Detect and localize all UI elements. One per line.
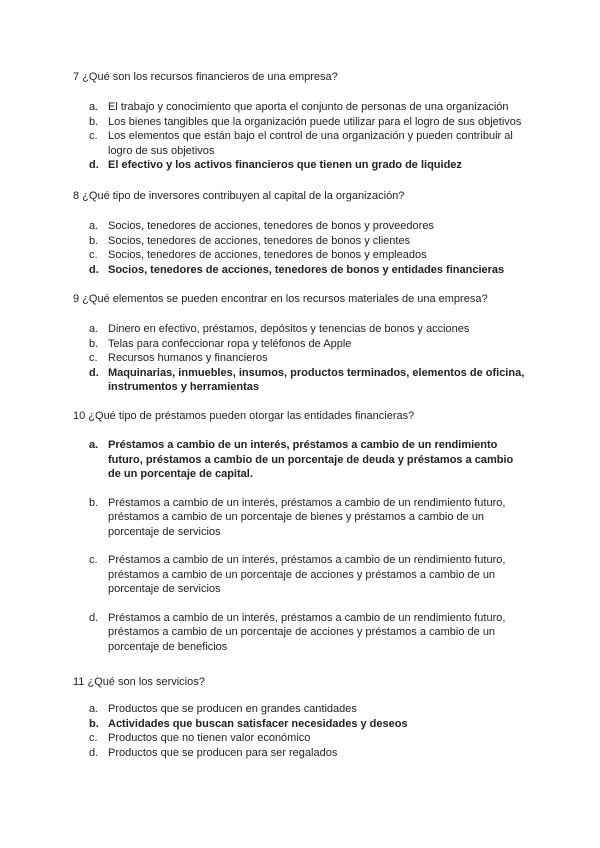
option-text: Préstamos a cambio de un interés, préstamos a cambio de un rendimiento futuro, préstamos a cambio de un porcentaje de bienes y préstamos a cambio de un porcentaje de servicios xyxy=(108,496,506,538)
option-letter: c. xyxy=(89,352,98,364)
option-letter: d. xyxy=(89,611,99,624)
option-letter: a. xyxy=(89,220,99,232)
option-b xyxy=(89,115,529,130)
options-question-11 xyxy=(89,702,529,760)
option-d-correct xyxy=(89,366,529,395)
option-letter: a. xyxy=(89,323,99,335)
option-b xyxy=(89,337,529,352)
option-letter: d. xyxy=(89,159,99,171)
options-question-10 xyxy=(89,438,529,654)
option-text: Recursos humanos y financieros xyxy=(108,352,268,364)
option-letter: a. xyxy=(89,703,99,715)
option-text: Socios, tenedores de acciones, tenedores de bonos y clientes xyxy=(108,234,411,247)
option-text: Socios, tenedores de acciones, tenedores de bonos y proveedores xyxy=(108,220,434,232)
options-question-7 xyxy=(89,100,529,173)
option-a xyxy=(89,219,529,234)
option-text: Actividades que buscan satisfacer necesidades y deseos xyxy=(108,717,408,730)
option-letter: c. xyxy=(89,554,98,566)
option-b-correct xyxy=(89,717,529,732)
option-text: Maquinarias, inmuebles, insumos, productos terminados, elementos de oficina, instrumentos y herramientas xyxy=(108,366,525,393)
option-text: Telas para confeccionar ropa y teléfonos de Apple xyxy=(108,337,352,350)
option-d-correct xyxy=(89,263,529,278)
option-text: Productos que se producen en grandes cantidades xyxy=(108,703,357,715)
option-text: Préstamos a cambio de un interés, préstamos a cambio de un rendimiento futuro, préstamos a cambio de un porcentaje de acciones y préstamos a cambio de un porcentaje de servicios xyxy=(108,554,506,595)
option-letter: b. xyxy=(89,496,99,509)
option-letter: b. xyxy=(89,337,99,350)
option-letter: d. xyxy=(89,366,99,379)
option-a xyxy=(89,702,529,717)
question-10: 10 ¿Qué tipo de préstamos pueden otorgar las entidades financieras? xyxy=(73,410,415,422)
option-letter: a. xyxy=(89,101,99,113)
option-c xyxy=(89,731,529,746)
option-text: El trabajo y conocimiento que aporta el conjunto de personas de una organización xyxy=(108,101,509,113)
option-text: Préstamos a cambio de un interés, préstamos a cambio de un rendimiento futuro, préstamos a cambio de un porcentaje de acciones y préstamos a cambio de un porcentaje de beneficios xyxy=(108,611,506,653)
option-text: Socios, tenedores de acciones, tenedores de bonos y empleados xyxy=(108,249,427,261)
option-text: Los bienes tangibles que la organización puede utilizar para el logro de sus objetivos xyxy=(108,115,522,128)
question-9: 9 ¿Qué elementos se pueden encontrar en los recursos materiales de una empresa? xyxy=(73,293,488,305)
option-text: Socios, tenedores de acciones, tenedores de bonos y entidades financieras xyxy=(108,263,505,276)
option-text: Productos que no tienen valor económico xyxy=(108,732,311,744)
options-question-8 xyxy=(89,219,529,277)
option-d xyxy=(89,746,529,761)
option-c xyxy=(89,129,529,158)
option-letter: b. xyxy=(89,115,99,128)
option-letter: d. xyxy=(89,263,99,276)
option-text: El efectivo y los activos financieros que tienen un grado de liquidez xyxy=(108,159,462,171)
option-letter: c. xyxy=(89,732,98,744)
option-a xyxy=(89,322,529,337)
option-letter: b. xyxy=(89,234,99,247)
option-text: Dinero en efectivo, préstamos, depósitos y tenencias de bonos y acciones xyxy=(108,323,470,335)
option-letter: b. xyxy=(89,717,99,730)
option-letter: c. xyxy=(89,249,98,261)
option-text: Préstamos a cambio de un interés, préstamos a cambio de un rendimiento futuro, préstamos a cambio de un porcentaje de deuda y préstamos a cambio de un porcentaje de capital. xyxy=(108,439,514,480)
option-a xyxy=(89,100,529,115)
option-a-correct xyxy=(89,438,529,482)
options-question-9 xyxy=(89,322,529,395)
option-b xyxy=(89,496,529,540)
option-letter: a. xyxy=(89,439,99,451)
option-d xyxy=(89,611,529,655)
question-11: 11 ¿Qué son los servicios? xyxy=(73,676,205,688)
option-c xyxy=(89,351,529,366)
question-8: 8 ¿Qué tipo de inversores contribuyen al capital de la organización? xyxy=(73,190,405,202)
question-7: 7 ¿Qué son los recursos financieros de una empresa? xyxy=(73,71,338,83)
option-letter: c. xyxy=(89,130,98,142)
option-c xyxy=(89,248,529,263)
option-letter: d. xyxy=(89,746,99,759)
option-text: Los elementos que están bajo el control de una organización y pueden contribuir al logro de sus objetivos xyxy=(108,130,513,157)
option-b xyxy=(89,234,529,249)
option-text: Productos que se producen para ser regalados xyxy=(108,746,338,759)
option-c xyxy=(89,553,529,597)
option-d-correct xyxy=(89,158,529,173)
